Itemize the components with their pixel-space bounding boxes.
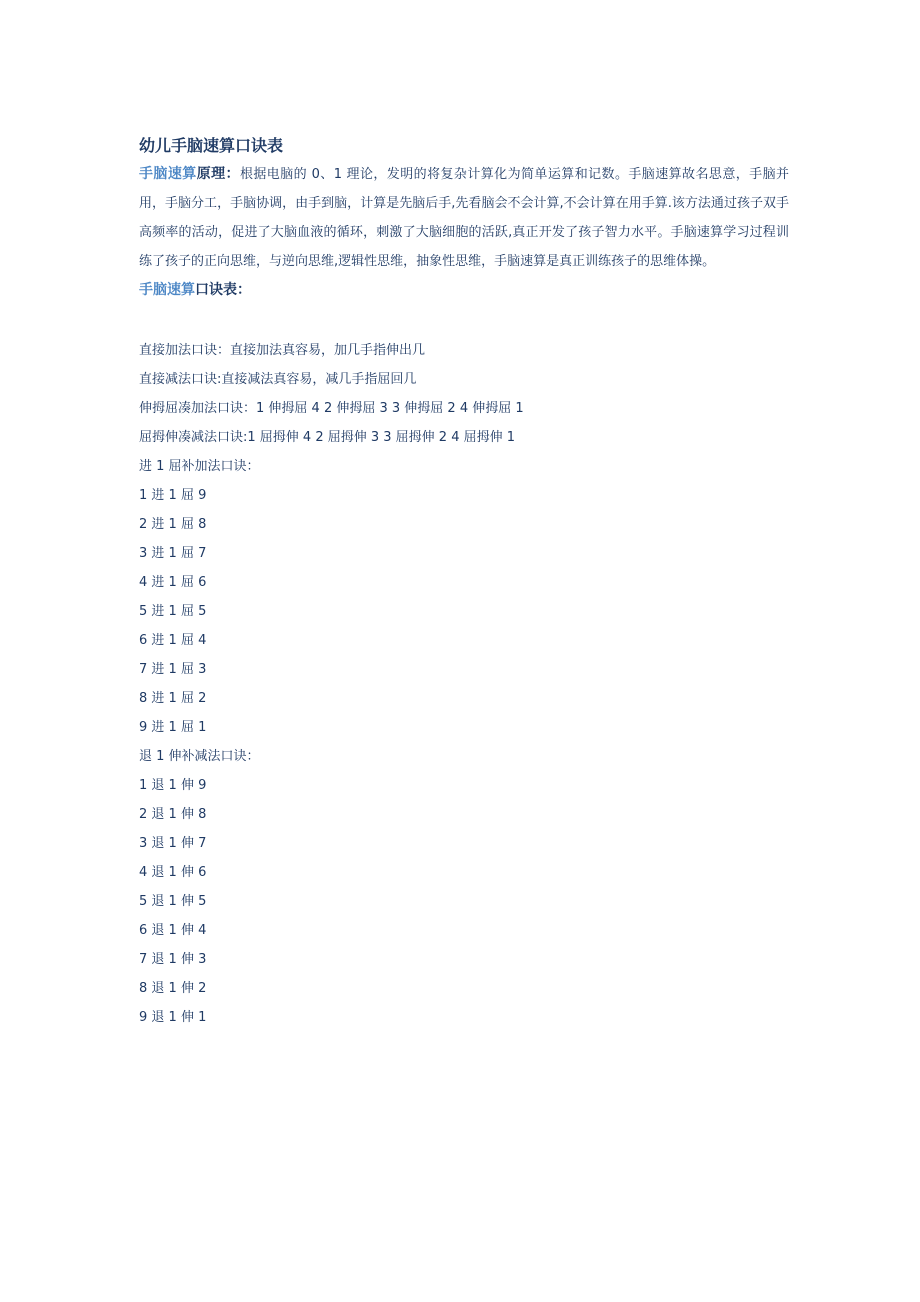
blank-line	[139, 304, 789, 336]
rhyme-line: 2 进 1 屈 8	[139, 517, 207, 532]
rhyme-line: 6 退 1 伸 4	[139, 923, 207, 938]
rhyme-line: 3 进 1 屈 7	[139, 546, 207, 561]
document-page	[139, 132, 789, 1032]
principle-paragraph	[139, 160, 789, 276]
rhyme-line: 屈拇伸凑减法口诀:1 屈拇伸 4 2 屈拇伸 3 3 屈拇伸 2 4 屈拇伸 1	[139, 430, 516, 445]
rhyme-line: 直接减法口诀:直接减法真容易，减几手指屈回几	[139, 372, 417, 387]
rhyme-line: 直接加法口诀：直接加法真容易，加几手指伸出几	[139, 343, 426, 358]
rhyme-line: 3 退 1 伸 7	[139, 836, 207, 851]
rhyme-line: 4 进 1 屈 6	[139, 575, 207, 590]
rhyme-line: 5 退 1 伸 5	[139, 894, 207, 909]
rhyme-section-heading: 退 1 伸补减法口诀：	[139, 749, 260, 764]
rhyme-line: 7 进 1 屈 3	[139, 662, 207, 677]
rhyme-line: 1 退 1 伸 9	[139, 778, 207, 793]
rhyme-heading-term: 手脑速算	[139, 282, 195, 298]
rhyme-line: 8 退 1 伸 2	[139, 981, 207, 996]
rhyme-line: 1 进 1 屈 9	[139, 488, 207, 503]
rhyme-list	[139, 336, 789, 1032]
principle-term: 手脑速算	[139, 166, 197, 182]
rhyme-section-heading: 进 1 屈补加法口诀：	[139, 459, 260, 474]
rhyme-line: 9 退 1 伸 1	[139, 1010, 207, 1025]
principle-label: 原理：	[196, 166, 240, 182]
principle-text: 根据电脑的 0、1 理论，发明的将复杂计算化为简单运算和记数。手脑速算故名思意，手脑并用，手脑分工，手脑协调，由手到脑，计算是先脑后手,先看脑会不会计算,不会计算在用手算.该方法通过孩子双手高频率的活动，促进了大脑血液的循环，刺激了大脑细胞的活跃,真正开发了孩子智力水平。手脑速算学习过程训练了孩子的正向思维，与逆向思维,逻辑性思维，抽象性思维，手脑速算是真正训练孩子的思维体操。	[139, 167, 790, 269]
rhyme-line: 5 进 1 屈 5	[139, 604, 207, 619]
rhyme-line: 8 进 1 屈 2	[139, 691, 207, 706]
rhyme-line: 9 进 1 屈 1	[139, 720, 207, 735]
rhyme-table-heading	[139, 276, 789, 304]
rhyme-line: 7 退 1 伸 3	[139, 952, 207, 967]
rhyme-line: 2 退 1 伸 8	[139, 807, 207, 822]
rhyme-line: 4 退 1 伸 6	[139, 865, 207, 880]
rhyme-line: 6 进 1 屈 4	[139, 633, 207, 648]
rhyme-line: 伸拇屈凑加法口诀：1 伸拇屈 4 2 伸拇屈 3 3 伸拇屈 2 4 伸拇屈 1	[139, 401, 524, 416]
document-title: 幼儿手脑速算口诀表	[139, 136, 284, 155]
rhyme-heading-label: 口诀表：	[195, 282, 251, 298]
